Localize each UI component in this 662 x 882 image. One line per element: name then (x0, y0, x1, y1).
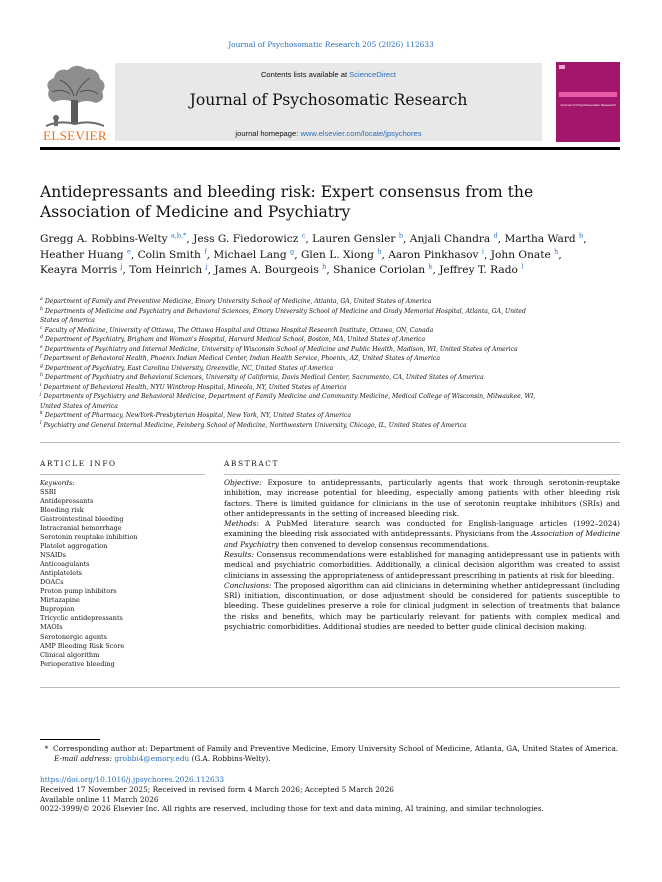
abstract-conclusions (224, 581, 620, 632)
section-divider-bottom (40, 687, 620, 688)
affiliation (40, 326, 540, 336)
affiliation (40, 335, 540, 345)
author[interactable] (491, 249, 559, 261)
results-text: Consensus recommendations were established for managing antidepressant use in patients with medical and psychiatric comorbidities. Additionally, a clinical decision algorithm was created to assist clinicians in assessing the appropriateness of antidepressant prescribing in patients at risk for bleeding. (224, 549, 620, 580)
keywords-heading: Keywords: (40, 479, 75, 487)
contents-line (115, 70, 542, 79)
publication-info (40, 775, 620, 814)
author-name[interactable]: Gregg A. Robbins-Welty (40, 233, 168, 245)
author-list: Gregg A. Robbins-Welty $^{a,b,*}$, Jess G. Fiedorowicz $^c$, Lauren Gensler $^b$, Anjali Chandra $^d$, Martha Ward $^b$, Heather Huang $^e$, Colin Smith $^f$, Michael Lang $^g$, Glen L. Xiong $^h$, Aaron Pinkhasov $^i$, John Onate $^h$, Keayra Morris $^j$, Tom Heinrich $^j$, James A. Bourgeois $^h$, Shanice Coriolan $^k$, Jeffrey T. Rado $^l$ (40, 231, 587, 277)
journal-cover[interactable] (556, 62, 620, 142)
affiliation-marker: g (40, 363, 44, 369)
author-affiliation-marker[interactable]: h (322, 262, 327, 271)
keyword: SSRI (40, 488, 57, 496)
objective-text: Exposure to antidepressants, particularly agents that work through serotonin-reuptake inhibition, may increase potential for bleeding, especially among patients with other bleeding risk factors. There is limited guidance for clinicians in the use of serotonin reuptake inhibitors (SRIs) and other antidepressants in the setting of increased bleeding risk. (224, 478, 620, 518)
section-divider (40, 442, 620, 443)
keyword: DOACs (40, 578, 64, 587)
author-affiliation-marker[interactable]: b (579, 231, 584, 240)
author-name[interactable]: Shanice Coriolan (333, 264, 426, 277)
elsevier-logo[interactable] (40, 62, 110, 142)
article-title: Antidepressants and bleeding risk: Expert consensus from the Association of Medicine and Psychiatry (40, 183, 534, 221)
affiliation (40, 421, 540, 431)
author-affiliation-marker[interactable]: k (428, 262, 433, 271)
author-affiliation-marker[interactable]: j (205, 262, 208, 271)
cover-title-band (559, 92, 617, 107)
keyword: Mirtazapine (40, 596, 80, 605)
corresponding-text: Corresponding author at: Department of Family and Preventive Medicine, Emory University School of Medicine, Atlanta, GA, United States of America. (53, 744, 619, 753)
author[interactable] (439, 264, 523, 276)
affiliation (40, 411, 540, 421)
footnote-rule (40, 739, 100, 740)
homepage-link[interactable]: www.elsevier.com/locate/jpsychores (300, 129, 422, 138)
methods-text-1: A PubMed literature search was conducted for English-language articles (1992–2024) examining the bleeding risk associated with antidepressants. Physicians from the (224, 519, 620, 539)
abstract-heading: ABSTRACT (224, 459, 280, 468)
keyword: Serotonin reuptake inhibition (40, 533, 138, 542)
received-dates: Received 17 November 2025; Received in revised form 4 March 2026; Accepted 5 March 2026 (40, 784, 394, 794)
author[interactable] (388, 249, 484, 261)
cover-emblem (559, 65, 565, 69)
keyword-list (40, 488, 205, 669)
email-label: E-mail address: (54, 754, 113, 763)
abstract-objective (224, 478, 620, 519)
author-affiliation-marker[interactable]: l (521, 262, 524, 271)
journal-masthead (115, 63, 542, 141)
affiliation-marker: f (40, 353, 42, 359)
author-name[interactable]: Keayra Morris (40, 264, 118, 277)
affiliation-marker: e (40, 344, 43, 350)
author[interactable] (40, 249, 131, 261)
objective-label: Objective: (224, 478, 262, 487)
keyword: AMP Bleeding Risk Score (40, 641, 125, 650)
email-line (40, 754, 620, 764)
keyword: NSAIDs (40, 551, 66, 560)
contents-prefix: Contents lists available at (260, 70, 350, 79)
journal-reference[interactable]: Journal of Psychosomatic Research 205 (2026) 112633 (228, 40, 434, 49)
abstract-results (224, 550, 620, 581)
available-online: Available online 11 March 2026 (40, 794, 159, 804)
affiliation (40, 364, 540, 374)
author[interactable] (213, 249, 294, 261)
affiliation-text: Department of Family and Preventive Medicine, Emory University School of Medicine, Atlanta, GA, United States of America (44, 298, 432, 305)
journal-homepage (115, 129, 542, 138)
author[interactable] (505, 233, 584, 245)
author[interactable] (193, 233, 305, 245)
author-name[interactable]: Colin Smith (137, 248, 201, 261)
author-name[interactable]: Tom Heinrich (129, 264, 203, 277)
author[interactable] (138, 249, 207, 261)
author-affiliation-marker[interactable]: j (120, 262, 123, 271)
methods-text-2: then convened to develop consensus recommendations. (279, 539, 490, 549)
author-affiliation-marker[interactable]: c (301, 231, 306, 240)
sciencedirect-link[interactable]: ScienceDirect (349, 70, 397, 79)
author[interactable] (129, 264, 207, 276)
affiliation-text: Department of Psychiatry, East Carolina University, Greenville, NC, United States of America (45, 364, 334, 372)
affiliation (40, 354, 540, 364)
methods-association: Association of Medicine and Psychiatry (224, 529, 620, 549)
author-affiliation-marker[interactable]: a,b,* (170, 231, 187, 240)
cover-title-icon (559, 102, 617, 107)
author-name[interactable]: Jess G. Fiedorowicz (193, 233, 299, 245)
abstract-rule (224, 474, 620, 475)
author-affiliation-marker[interactable]: b (398, 231, 404, 240)
author-name[interactable]: Glen L. Xiong (300, 248, 374, 261)
affiliation-text: Department of Behavioral Health, NYU Winthrop Hospital, Mineola, NY, United States of America (43, 383, 347, 391)
author-affiliation-marker[interactable]: e (126, 247, 131, 256)
affiliation-text: Department of Psychiatry, Brigham and Woman's Hospital, Harvard Medical School, Boston, MA, United States of America (45, 336, 426, 343)
affiliation-marker: b (40, 306, 44, 312)
header-rule (40, 147, 620, 150)
abstract-body (224, 478, 620, 632)
author-name[interactable]: James A. Bourgeois (214, 264, 319, 277)
affiliation-marker: k (40, 410, 43, 416)
keyword: Bupropion (40, 605, 75, 614)
keyword: Gastrointestinal bleeding (40, 515, 124, 524)
affiliation-list (40, 297, 540, 430)
author-affiliation-marker[interactable]: g (290, 247, 295, 256)
affiliation-marker: l (40, 420, 42, 426)
footnote-marker: * (44, 744, 49, 753)
author-name[interactable]: Anjali Chandra (409, 233, 491, 245)
doi-link[interactable]: https://doi.org/10.1016/j.jpsychores.2026.112633 (40, 775, 225, 784)
affiliation-text: Faculty of Medicine, University of Ottawa, The Ottawa Hospital and Ottawa Hospital Research Institute, Ottawa, ON, Canada (44, 326, 434, 334)
affiliation-marker: a (40, 296, 43, 302)
keyword: Tricyclic antidepressants (40, 614, 123, 623)
affiliation-marker: d (40, 334, 44, 340)
article-info-rule (40, 474, 205, 475)
email-link[interactable]: grobbi4@emory.edu (114, 754, 190, 763)
author[interactable] (333, 264, 432, 276)
author-name[interactable]: Heather Huang (40, 248, 124, 261)
affiliation-text: Departments of Psychiatry and Behavioral Medicine, Department of Family Medicine and Community Medicine, Medical College of Wisconsin, Milwaukee, WI, United States of America (40, 393, 536, 410)
affiliation-text: Psychiatry and General Internal Medicine, Feinberg School of Medicine, Northwestern University, Chicago, IL, United States of America (43, 421, 467, 429)
affiliation (40, 383, 540, 393)
keyword: Antidepressants (40, 497, 94, 506)
author-affiliation-marker[interactable]: h (377, 247, 382, 256)
abstract-methods (224, 519, 620, 550)
keyword: Perioperative bleeding (40, 659, 115, 668)
publisher-wordmark: ELSEVIER (43, 128, 107, 142)
keyword: Anticoagulants (40, 560, 90, 569)
conclusions-label: Conclusions: (224, 580, 272, 590)
results-label: Results: (224, 549, 254, 559)
keyword: Platelet aggregation (40, 542, 108, 551)
conclusions-text: The proposed algorithm can aid clinicians in determining whether antidepressant (including SRI) initiation, discontinuation, or dose adjustment should be considered for patients susceptible to bleeding. These guidelines preserve a role for clinical judgment in selection of treatments that balance the risks and benefits, which may be particularly relevant for patients with complex medical and psychiatric comorbidities. Additional studies are needed to better guide clinical decision making. (224, 580, 620, 631)
author-name[interactable]: Michael Lang (213, 248, 287, 261)
author-name[interactable]: Jeffrey T. Rado (439, 264, 518, 277)
author[interactable] (40, 264, 123, 276)
author-affiliation-marker[interactable]: i (481, 247, 485, 256)
author[interactable] (410, 233, 498, 245)
author-name[interactable]: Lauren Gensler (312, 233, 396, 245)
affiliation-marker: j (40, 391, 42, 397)
affiliation-text: Department of Pharmacy, NewYork-Presbyterian Hospital, New York, NY, United States of America (44, 412, 351, 419)
author[interactable] (214, 264, 326, 276)
author[interactable] (312, 233, 403, 245)
affiliation-text: Department of Behavioral Health, Phoenix Indian Medical Center, Indian Health Service, Phoenix, AZ, United States of America (43, 355, 440, 362)
elsevier-tree-icon (40, 62, 110, 142)
email-suffix: (G.A. Robbins-Welty). (189, 754, 271, 763)
affiliation-text: Departments of Psychiatry and Internal Medicine, University of Wisconsin School of Medicine and Public Health, Madison, WI, United States of America (44, 345, 518, 353)
author-affiliation-marker[interactable]: f (204, 247, 207, 256)
keyword: Antiplatelets (40, 569, 83, 578)
keyword: Intracranial hemorrhage (40, 524, 122, 533)
article-info-heading: ARTICLE INFO (40, 459, 117, 468)
homepage-prefix: journal homepage: (235, 129, 301, 138)
author-affiliation-marker[interactable]: h (554, 247, 559, 256)
corresponding-line (40, 744, 620, 754)
keyword: MAOIs (40, 623, 63, 632)
author-name[interactable]: Aaron Pinkhasov (388, 248, 479, 261)
affiliation (40, 373, 540, 383)
keyword: Bleeding risk (40, 506, 84, 515)
corresponding-footnote (40, 744, 620, 764)
author[interactable] (40, 233, 186, 245)
journal-title: Journal of Psychosomatic Research (189, 91, 468, 109)
cover-title-text: Journal of Psychosomatic Research (560, 104, 602, 107)
affiliation-marker: i (40, 382, 42, 388)
affiliation-text: Departments of Medicine and Psychiatry and Behavioral Sciences, Emory University School of Medicine and Grady Memorial Hospital, Atlanta, GA, United States of America (40, 307, 526, 324)
author-name[interactable]: John Onate (490, 248, 551, 261)
copyright-line: 0022-3999/© 2026 Elsevier Inc. All rights are reserved, including those for text and data mining, AI training, and similar technologies. (40, 804, 544, 814)
affiliation (40, 297, 540, 307)
affiliation-marker: c (40, 325, 43, 331)
keyword: Serotonergic agents (40, 632, 107, 641)
affiliation-text: Department of Psychiatry and Behavioral Sciences, University of California, Davis Medical Center, Sacramento, CA, United States of America (45, 374, 484, 381)
affiliation-marker: h (40, 372, 44, 378)
author-name[interactable]: Martha Ward (504, 233, 576, 245)
author-affiliation-marker[interactable]: d (493, 231, 498, 240)
affiliation (40, 392, 540, 411)
affiliation (40, 307, 540, 326)
methods-label: Methods: (224, 519, 259, 529)
author[interactable] (301, 249, 382, 261)
keyword: Proton pump inhibitors (40, 587, 117, 596)
affiliation (40, 345, 540, 355)
keyword: Clinical algorithm (40, 650, 100, 659)
